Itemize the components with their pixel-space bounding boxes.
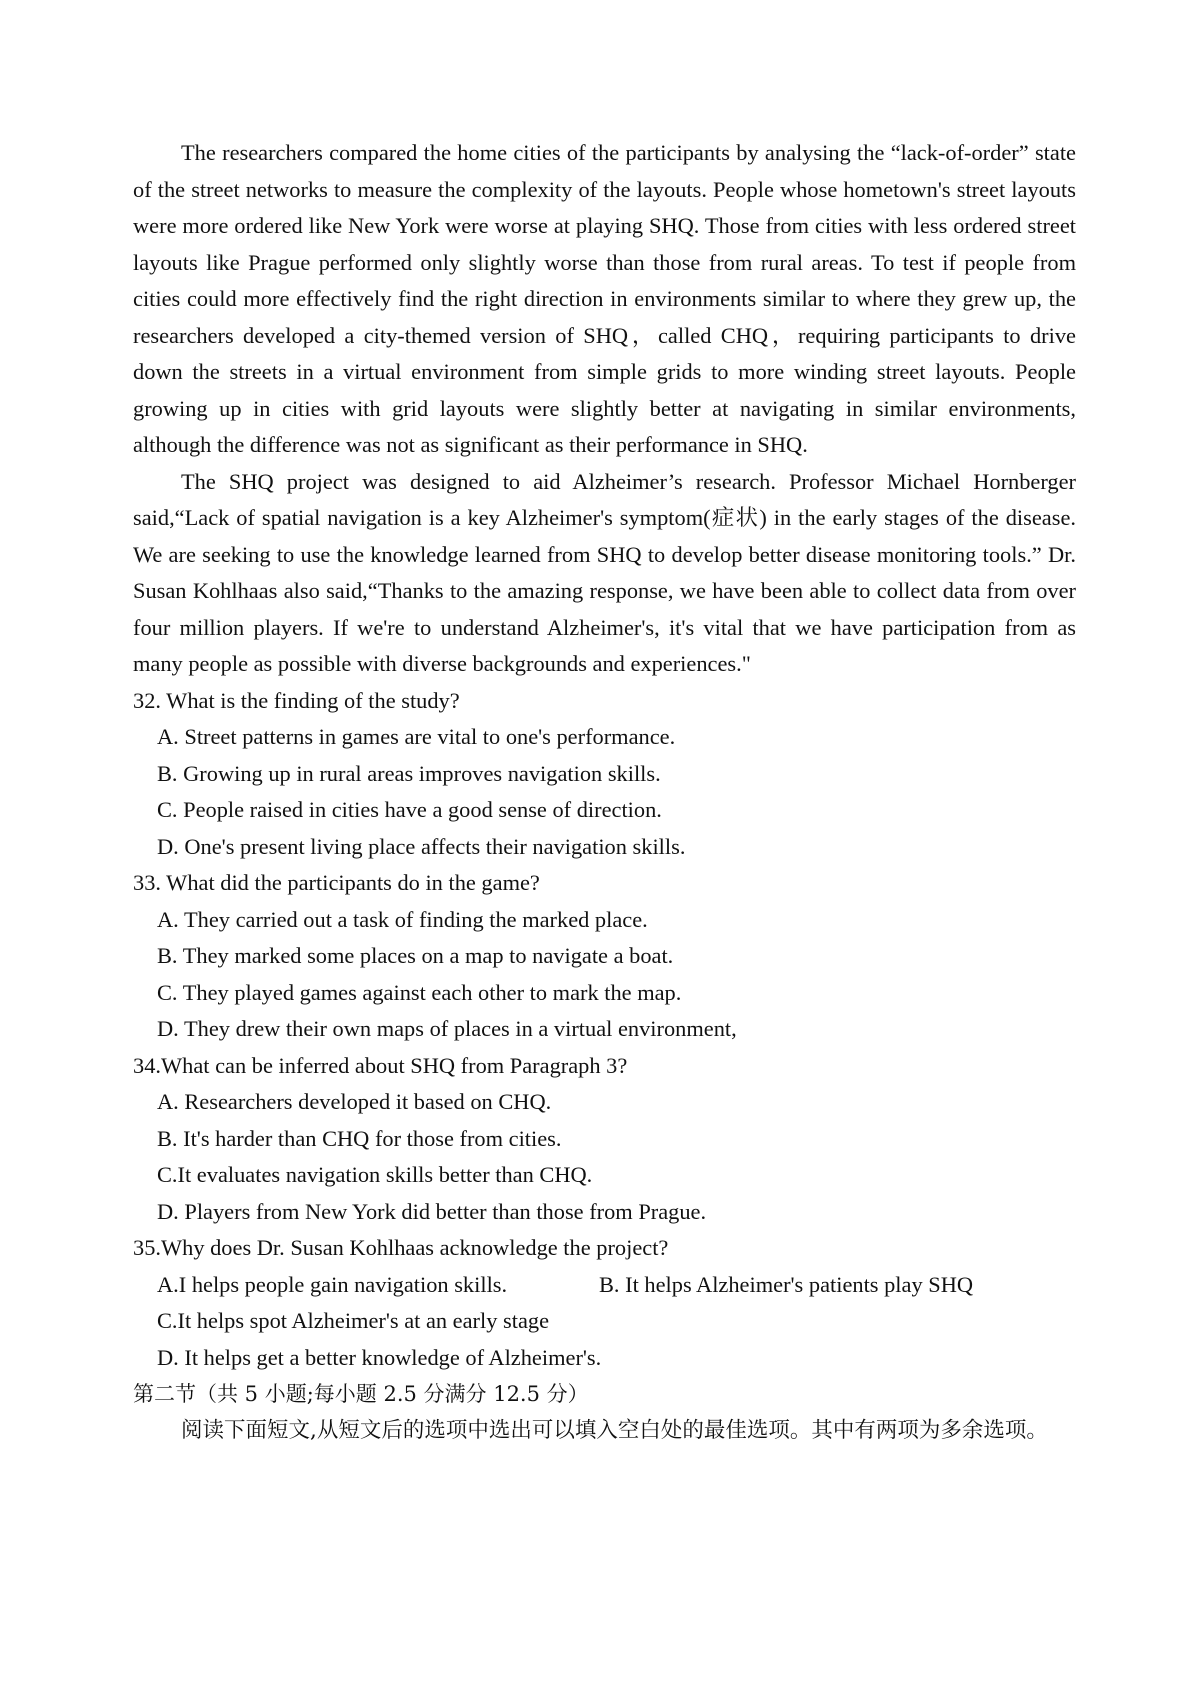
section-heading: 第二节（共 5 小题;每小题 2.5 分满分 12.5 分） [133,1382,589,1406]
option-a: A. Street patterns in games are vital to one's performance. [157,724,676,749]
option-a: A.I helps people gain navigation skills. [157,1271,508,1297]
question-stem: 33. What did the participants do in the game? [133,870,540,895]
question-stem: 35.Why does Dr. Susan Kohlhaas acknowledge the project? [133,1235,669,1260]
option-b: B. It helps Alzheimer's patients play SHQ [599,1271,974,1297]
question-stem: 34.What can be inferred about SHQ from Paragraph 3? [133,1052,628,1078]
option-a: A. Researchers developed it based on CHQ. [157,1089,552,1114]
option-b: B. They marked some places on a map to navigate a boat. [157,943,674,968]
section-instruction: 阅读下面短文,从短文后的选项中选出可以填入空白处的最佳选项。其中有两项为多余选项。 [181,1417,1048,1443]
option-b: B. Growing up in rural areas improves navigation skills. [157,760,661,786]
question-33 [133,865,1076,1048]
option-b: B. It's harder than CHQ for those from cities. [157,1125,562,1151]
option-a: A. They carried out a task of finding the marked place. [157,906,648,932]
question-32 [133,683,1076,866]
option-d: D. One's present living place affects their navigation skills. [157,833,686,859]
passage-paragraph-2: The SHQ project was designed to aid Alzheimer’s research. Professor Michael Hornberger said,“Lack of spatial navigation is a key Alzheimer's symptom(症状) in the early stages of the disease. We are seeking to use the knowledge learned from SHQ to develop better disease monitoring tools.” Dr. Susan Kohlhaas also said,“Thanks to the amazing response, we have been able to collect data from over four million players. If we're to understand Alzheimer's, it's vital that we have participation from as many people as possible with diverse backgrounds and experiences." [133,468,1076,676]
option-c: C. They played games against each other to mark the map. [157,979,682,1005]
option-d: D. They drew their own maps of places in a virtual environment, [157,1016,737,1041]
option-d: D. It helps get a better knowledge of Alzheimer's. [157,1344,602,1370]
exam-page [133,135,1076,1449]
question-35 [133,1230,1076,1376]
option-row-ab [133,1267,1076,1304]
option-d: D. Players from New York did better than those from Prague. [157,1198,707,1224]
question-34 [133,1048,1076,1231]
question-stem: 32. What is the finding of the study? [133,687,460,713]
passage-paragraph-1: The researchers compared the home cities of the participants by analysing the “lack-of-order” state of the street networks to measure the complexity of the layouts. People whose hometown's street layouts were more ordered like New York were worse at playing SHQ. Those from cities with less ordered street layouts like Prague performed only slightly worse than those from rural areas. To test if people from cities could more effectively find the right direction in environments similar to where they grew up, the researchers developed a city-themed version of SHQ，called CHQ，requiring participants to drive down the streets in a virtual environment from simple grids to more winding street layouts. People growing up in cities with grid layouts were slightly better at navigating in similar environments, although the difference was not as significant as their performance in SHQ. [133,140,1076,457]
option-c: C.It evaluates navigation skills better than CHQ. [157,1162,593,1187]
option-c: C.It helps spot Alzheimer's at an early stage [157,1308,550,1333]
option-c: C. People raised in cities have a good sense of direction. [157,797,662,822]
